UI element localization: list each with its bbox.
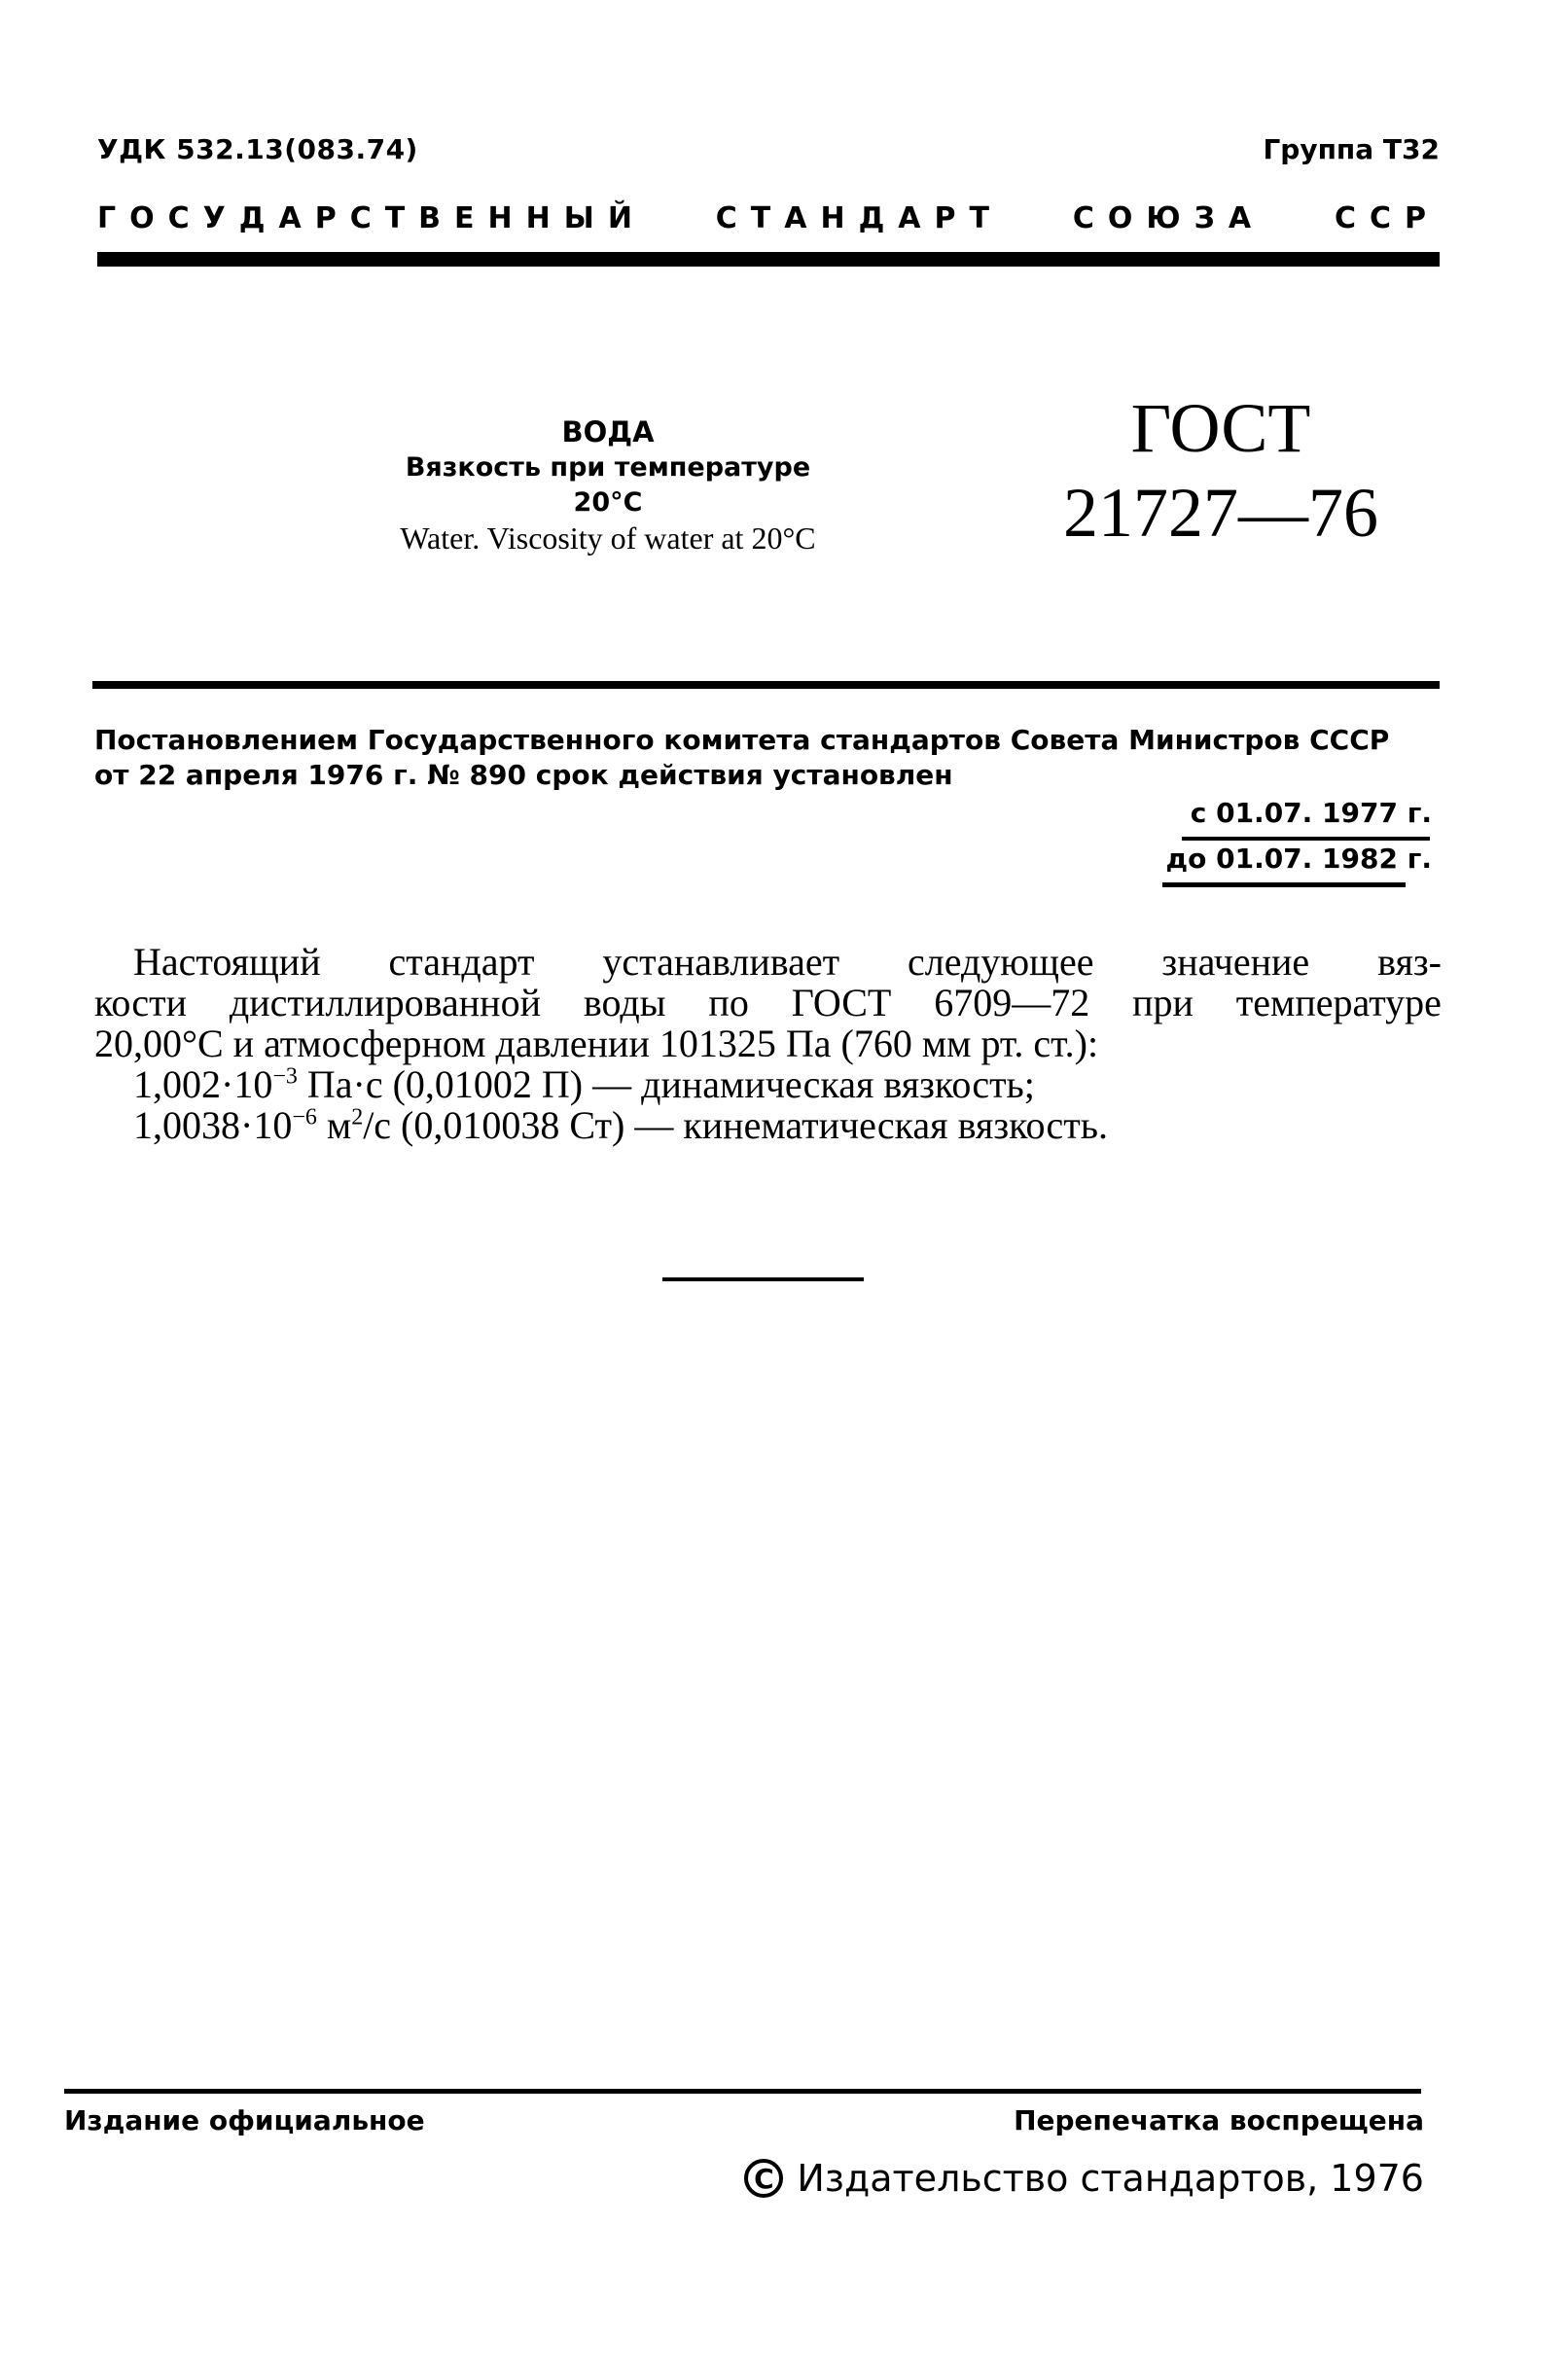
publisher-line: [744, 2157, 1424, 2200]
word: температуре: [1235, 981, 1442, 1024]
value: 1,002·10: [133, 1062, 273, 1106]
publisher-name: Издательство стандартов, 1976: [797, 2157, 1424, 2200]
copyright-icon: C: [744, 2159, 783, 2198]
end-rule: [662, 1277, 864, 1281]
title-block: [370, 413, 846, 556]
date-underline: [1162, 882, 1406, 887]
word: по: [708, 981, 749, 1024]
word: значение: [1161, 940, 1310, 984]
word: ГОСТ: [791, 981, 892, 1024]
document-title: ВОДА: [561, 415, 655, 449]
word: вяз-: [1377, 940, 1442, 984]
value: 1,0038·10: [133, 1103, 293, 1147]
official-edition-label: Издание официальное: [64, 2104, 425, 2136]
date-underline: [1182, 837, 1430, 841]
body-line: [94, 942, 1442, 983]
word: стандарт: [388, 940, 535, 984]
word: следующее: [908, 940, 1094, 984]
dynamic-viscosity-line: [94, 1064, 1442, 1105]
value-description: Па·с (0,01002 П) — динамическая вязкость;: [297, 1062, 1035, 1106]
word: Настоящий: [133, 940, 321, 984]
valid-to-date: до 01.07. 1982 г.: [1165, 843, 1432, 875]
valid-from-date: с 01.07. 1977 г.: [1190, 797, 1432, 829]
kinematic-viscosity-line: [94, 1105, 1442, 1146]
group-code: Группа Т32: [1263, 133, 1440, 165]
word: дистиллированной: [229, 981, 541, 1024]
document-subtitle-en: Water. Viscosity of water at 20°C: [400, 520, 816, 556]
document-subtitle-ru: Вязкость при температуре 20°С: [405, 452, 811, 518]
section-rule: [92, 681, 1440, 689]
banner-word: СОЮЗА: [1072, 201, 1265, 235]
word: кости: [94, 981, 188, 1024]
exponent: −3: [272, 1063, 298, 1090]
body-text: [94, 942, 1442, 1146]
decree-line: от 22 апреля 1976 г. № 890 срок действия установлен: [94, 759, 953, 791]
header-rule: [97, 252, 1440, 267]
value-description: /с (0,010038 Ст) — кинематическая вязкость.: [363, 1103, 1109, 1147]
word: 6709—72: [934, 981, 1090, 1024]
banner-word: ГОСУДАРСТВЕННЫЙ: [97, 201, 646, 235]
banner-word: СТАНДАРТ: [715, 201, 1003, 235]
word: при: [1132, 981, 1194, 1024]
gost-number: 21727—76: [1063, 474, 1378, 552]
reprint-prohibited-label: Перепечатка воспрещена: [1014, 2104, 1424, 2136]
gost-label: ГОСТ: [1130, 389, 1311, 467]
unit: м: [316, 1103, 352, 1147]
udk-code: УДК 532.13(083.74): [97, 133, 418, 165]
state-standard-banner: [97, 201, 1440, 235]
decree-line: Постановлением Государственного комитета стандартов Совета Министров СССР: [94, 724, 1390, 756]
footer-rule: [64, 2089, 1421, 2094]
banner-word: ССР: [1334, 201, 1440, 235]
body-line: 20,00°С и атмосферном давлении 101325 Па (760 мм рт. ст.):: [94, 1022, 1099, 1065]
body-line: [94, 983, 1442, 1023]
exponent: −6: [292, 1104, 317, 1131]
word: устанавливает: [602, 940, 840, 984]
unit-exponent: 2: [351, 1104, 364, 1131]
word: воды: [583, 981, 666, 1024]
decree-text: [94, 723, 1446, 793]
